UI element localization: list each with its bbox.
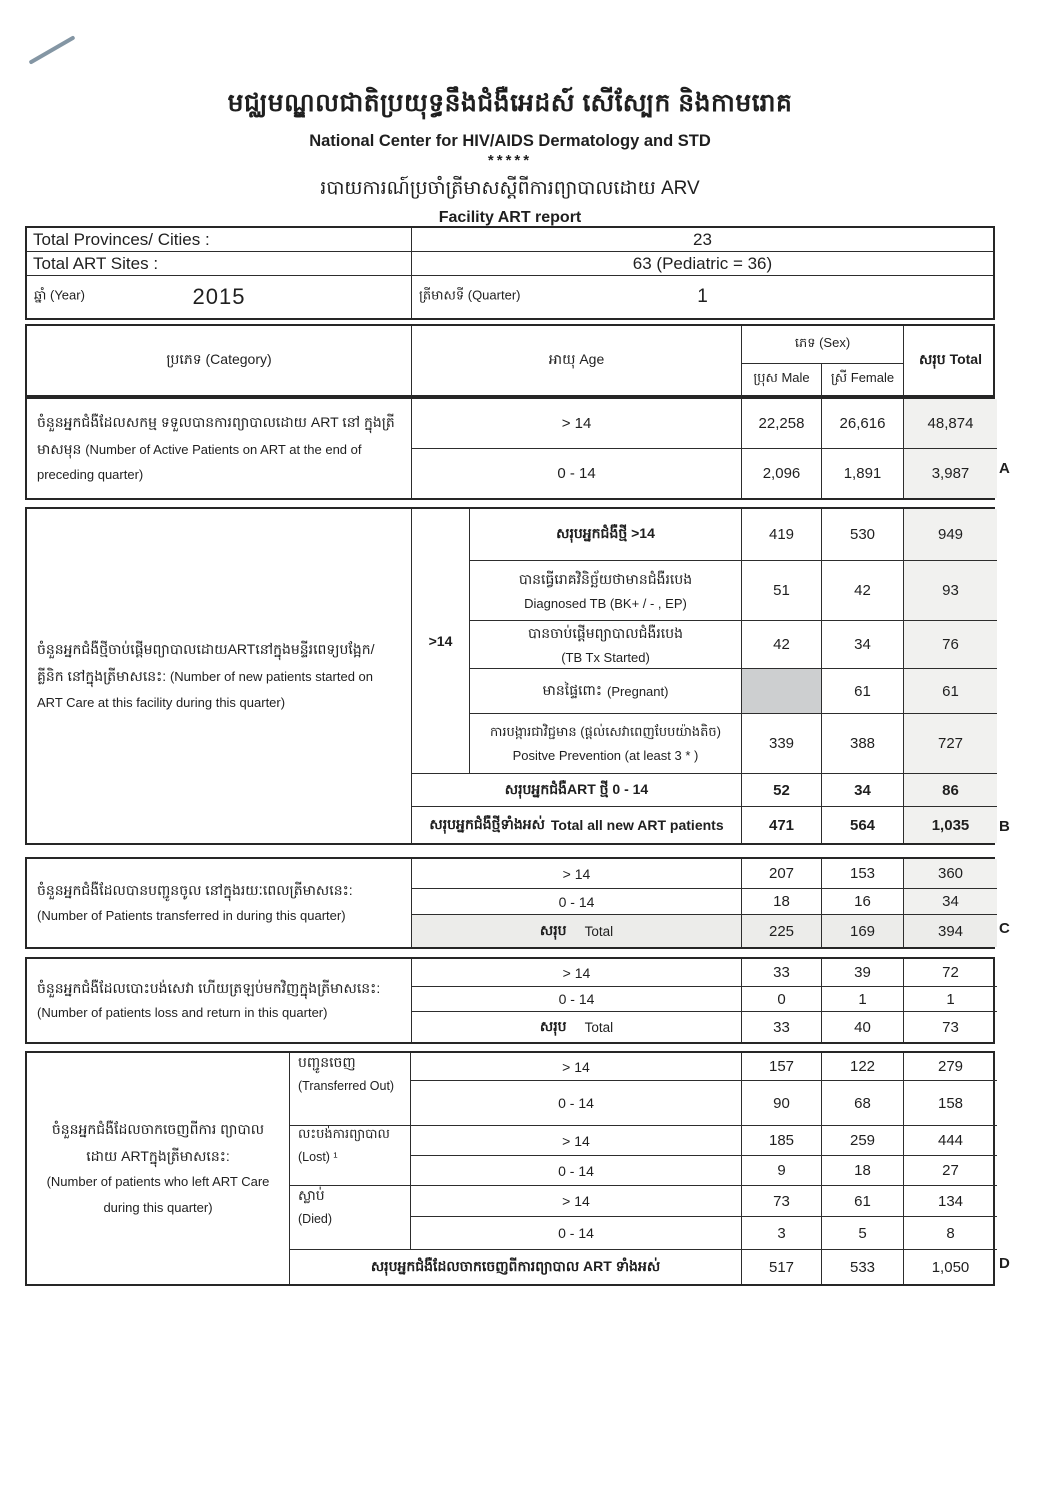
section-transferred-in xyxy=(25,857,995,949)
report-subtitle-english: Facility ART report xyxy=(438,209,582,226)
total-value: 279 xyxy=(904,1053,997,1081)
provinces-value: 23 xyxy=(412,228,993,252)
header-male: ប្រុស Male xyxy=(742,364,822,395)
section-b-category xyxy=(27,509,412,843)
group-label-english: (Died) xyxy=(298,1212,333,1226)
total-value: 8 xyxy=(904,1217,997,1250)
group-label-khmer: លះបង់ការព្យាបាល xyxy=(298,1126,390,1141)
quarter-label: ត្រីមាសទី (Quarter) xyxy=(419,287,521,303)
section-loss-category-khmer: ចំនួនអ្នកជំងឺដែលបោះបង់សេវា ហើយត្រឡប់មកវិញក្នុងត្រីមាសនេះ: xyxy=(37,979,381,996)
male-value: 52 xyxy=(742,774,822,807)
age-cell: 0 - 14 xyxy=(411,1217,742,1250)
section-b-total-label xyxy=(412,807,742,843)
group-label-english: (Transferred Out) xyxy=(298,1079,395,1093)
age-cell: > 14 xyxy=(412,859,742,889)
total-value: 93 xyxy=(904,561,997,621)
section-loss-category-english: (Number of patients loss and return in this quarter) xyxy=(37,1005,328,1020)
section-a-category-khmer: ចំនួនអ្នកជំងឺដែលសកម្ម ទទួលបានការព្យាបាលដោយ ART នៅ ក្នុងត្រីមាសមុន xyxy=(37,413,395,457)
year-value: 2015 xyxy=(192,284,246,309)
year-cell xyxy=(27,276,412,318)
age-cell: > 14 xyxy=(411,1053,742,1081)
row-label xyxy=(470,621,742,669)
report-heading xyxy=(25,88,995,227)
total-row-label xyxy=(412,915,742,947)
female-value: 61 xyxy=(822,1186,904,1217)
header-sex: ភេទ (Sex) xyxy=(742,326,904,364)
total-value: 86 xyxy=(904,774,997,807)
female-value: 34 xyxy=(822,774,904,807)
header-female: ស្រី Female xyxy=(822,364,904,395)
row-label-khmer: ការបង្ការជាវិជ្ជមាន (ផ្តល់សេវាពេញបែបយ៉ាងតិច) xyxy=(490,724,721,739)
stars-divider: ***** xyxy=(487,152,533,169)
header-category: ប្រភេទ (Category) xyxy=(27,326,412,395)
year-label: ឆ្នាំ (Year) xyxy=(34,287,85,303)
total-value: 72 xyxy=(904,959,997,987)
age-cell: 0 - 14 xyxy=(411,1156,742,1186)
quarter-value: 1 xyxy=(697,286,708,307)
male-value: 2,096 xyxy=(742,449,822,499)
male-value-blank xyxy=(742,669,822,714)
subtotal-label: សរុបអ្នកជំងឺART ថ្មី 0 - 14 xyxy=(412,774,742,807)
male-value: 185 xyxy=(742,1126,822,1156)
pen-mark xyxy=(28,35,75,64)
age-cell: 0 - 14 xyxy=(412,987,742,1012)
female-value: 68 xyxy=(822,1081,904,1126)
female-value: 530 xyxy=(822,509,904,561)
male-value: 225 xyxy=(742,915,822,947)
section-c-category-khmer: ចំនួនអ្នកជំងឺដែលបានបញ្ជូនចូល នៅក្នុងរយៈពេលត្រីមាសនេះ: xyxy=(37,882,353,899)
female-value: 122 xyxy=(822,1053,904,1081)
section-marker-a: A xyxy=(999,460,1010,477)
row-label-khmer: បានចាប់ផ្ដើមព្យាបាលជំងឺរបេង xyxy=(527,625,684,641)
male-value: 33 xyxy=(742,959,822,987)
quarter-cell xyxy=(412,276,993,318)
total-label-english: Total xyxy=(584,923,614,939)
female-value: 26,616 xyxy=(822,399,904,449)
section-c-category-english: (Number of Patients transferred in during this quarter) xyxy=(37,907,346,923)
section-marker-c: C xyxy=(999,920,1010,937)
section-d-total-label: សរុបអ្នកជំងឺដែលចាកចេញពីការព្យាបាល ART ទាំងអស់ xyxy=(290,1250,742,1284)
total-label-khmer: សរុបអ្នកជំងឺថ្មីទាំងអស់ xyxy=(429,815,545,832)
table-header xyxy=(25,324,995,397)
header-total: សរុប Total xyxy=(919,351,982,367)
section-d-category xyxy=(27,1053,290,1284)
total-label-khmer: សរុប xyxy=(539,921,567,938)
row-label-khmer: បានធ្វើរោគវិនិច្ឆ័យថាមានជំងឺរបេង xyxy=(518,571,693,587)
section-marker-d: D xyxy=(999,1255,1010,1272)
age-cell: > 14 xyxy=(412,959,742,987)
male-value: 18 xyxy=(742,889,822,915)
section-d-category-english: (Number of patients who left ART Care during this quarter) xyxy=(46,1174,270,1216)
total-value: 73 xyxy=(942,1018,959,1036)
age-cell: 0 - 14 xyxy=(412,449,742,499)
female-value: 42 xyxy=(822,561,904,621)
row-label-khmer: មានផ្ទៃពោះ xyxy=(542,681,603,698)
section-loss-category xyxy=(27,959,412,1042)
row-label-english: (Pregnant) xyxy=(607,683,669,699)
total-value: 394 xyxy=(904,915,997,947)
male-value: 471 xyxy=(742,807,822,843)
section-b-category-khmer: ចំនួនអ្នកជំងឺថ្មីចាប់ផ្ដើមព្យាបាលដោយARTនៅក្នុងមន្ទីរពេទ្យបង្អែក/ គ្លីនិក នៅក្នុងត្រីមាសនេះ: xyxy=(37,641,375,685)
section-loss-return xyxy=(25,957,995,1044)
section-a-category-english: (Number of Active Patients on ART at the end of preceding quarter) xyxy=(37,441,362,483)
female-value: 1,891 xyxy=(822,449,904,499)
row-label-english: Diagnosed TB (BK+ / - , EP) xyxy=(524,596,687,611)
male-value: 3 xyxy=(742,1217,822,1250)
male-value: 51 xyxy=(742,561,822,621)
row-label: សរុបអ្នកជំងឺថ្មី >14 xyxy=(470,509,742,561)
female-value: 16 xyxy=(822,889,904,915)
male-value: 42 xyxy=(742,621,822,669)
male-value: 90 xyxy=(742,1081,822,1126)
female-value: 39 xyxy=(822,959,904,987)
header-age: អាយុ Age xyxy=(412,326,742,395)
total-label-english: Total xyxy=(584,1019,614,1035)
group-label-transferred-out xyxy=(290,1053,411,1126)
male-value: 207 xyxy=(742,859,822,889)
group-label-lost xyxy=(290,1126,411,1186)
age-cell: 0 - 14 xyxy=(412,889,742,915)
total-value: 61 xyxy=(904,669,997,714)
female-value: 169 xyxy=(822,915,904,947)
total-value: 1,035 xyxy=(904,807,997,843)
female-value: 1 xyxy=(822,987,904,1012)
male-value: 339 xyxy=(742,714,822,774)
section-active-patients xyxy=(25,397,995,500)
total-value: 1,050 xyxy=(931,1258,970,1276)
female-value: 40 xyxy=(822,1012,904,1042)
female-value: 564 xyxy=(822,807,904,843)
male-value: 73 xyxy=(742,1186,822,1217)
report-subtitle-khmer: របាយការណ៍ប្រចាំត្រីមាសស្តីពីការព្យាបាលដោយ ARV xyxy=(320,178,700,199)
section-marker-b: B xyxy=(999,818,1010,835)
age-cell: > 14 xyxy=(411,1186,742,1217)
female-value: 388 xyxy=(822,714,904,774)
row-label xyxy=(470,669,742,714)
summary-info-table xyxy=(25,226,995,320)
page-title-khmer: មជ្ឈមណ្ឌលជាតិប្រយុទ្ធនឹងជំងឺអេដស៍ សើស្បែក និងកាមរោគ xyxy=(227,89,793,117)
total-label-khmer: សរុប xyxy=(539,1017,567,1034)
age-group-cell: >14 xyxy=(412,509,470,774)
female-value: 34 xyxy=(822,621,904,669)
section-d-category-khmer: ចំនួនអ្នកជំងឺដែលចាកចេញពីការ ព្យាបាល ដោយ ARTក្នុងត្រីមាសនេះ: xyxy=(51,1121,265,1164)
female-value: 18 xyxy=(822,1156,904,1186)
row-label xyxy=(470,561,742,621)
female-value: 5 xyxy=(822,1217,904,1250)
page-title-english: National Center for HIV/AIDS Dermatology and STD xyxy=(309,132,711,150)
group-label-khmer: បញ្ជូនចេញ xyxy=(298,1054,356,1070)
male-value: 0 xyxy=(742,987,822,1012)
total-value: 27 xyxy=(904,1156,997,1186)
group-label-died xyxy=(290,1186,411,1250)
row-label-english: (TB Tx Started) xyxy=(561,650,650,665)
section-c-category xyxy=(27,859,412,947)
total-value: 3,987 xyxy=(904,449,997,499)
age-cell: > 14 xyxy=(412,399,742,449)
section-left-art-care xyxy=(25,1051,995,1286)
male-value: 157 xyxy=(742,1053,822,1081)
female-value: 61 xyxy=(822,669,904,714)
male-value: 9 xyxy=(742,1156,822,1186)
total-value: 34 xyxy=(904,889,997,915)
total-value: 727 xyxy=(904,714,997,774)
art-sites-value: 63 (Pediatric = 36) xyxy=(412,252,993,276)
total-value: 360 xyxy=(904,859,997,889)
female-value: 259 xyxy=(822,1126,904,1156)
total-value: 134 xyxy=(904,1186,997,1217)
row-label xyxy=(470,714,742,774)
section-new-patients xyxy=(25,507,995,845)
female-value: 533 xyxy=(822,1250,904,1284)
male-value: 22,258 xyxy=(742,399,822,449)
total-value: 1 xyxy=(904,987,997,1012)
total-row-label xyxy=(412,1012,742,1042)
female-value: 153 xyxy=(822,859,904,889)
male-value: 517 xyxy=(742,1250,822,1284)
age-cell: 0 - 14 xyxy=(411,1081,742,1126)
provinces-label: Total Provinces/ Cities : xyxy=(27,228,412,252)
male-value: 33 xyxy=(742,1012,822,1042)
section-a-category xyxy=(27,399,412,498)
group-label-khmer: ស្លាប់ xyxy=(298,1187,325,1203)
section-b-category-english: (Number of new patients started on ART Care at this facility during this quarter) xyxy=(37,669,374,710)
male-value: 419 xyxy=(742,509,822,561)
total-value: 158 xyxy=(904,1081,997,1126)
total-value: 76 xyxy=(904,621,997,669)
art-sites-label: Total ART Sites : xyxy=(27,252,412,276)
row-label-english: Positve Prevention (at least 3 * ) xyxy=(512,748,699,763)
group-label-english: (Lost) ¹ xyxy=(298,1150,338,1164)
total-value: 949 xyxy=(904,509,997,561)
total-value: 444 xyxy=(904,1126,997,1156)
total-label-english: Total all new ART patients xyxy=(550,817,724,833)
age-cell: > 14 xyxy=(411,1126,742,1156)
total-value: 48,874 xyxy=(904,399,997,449)
